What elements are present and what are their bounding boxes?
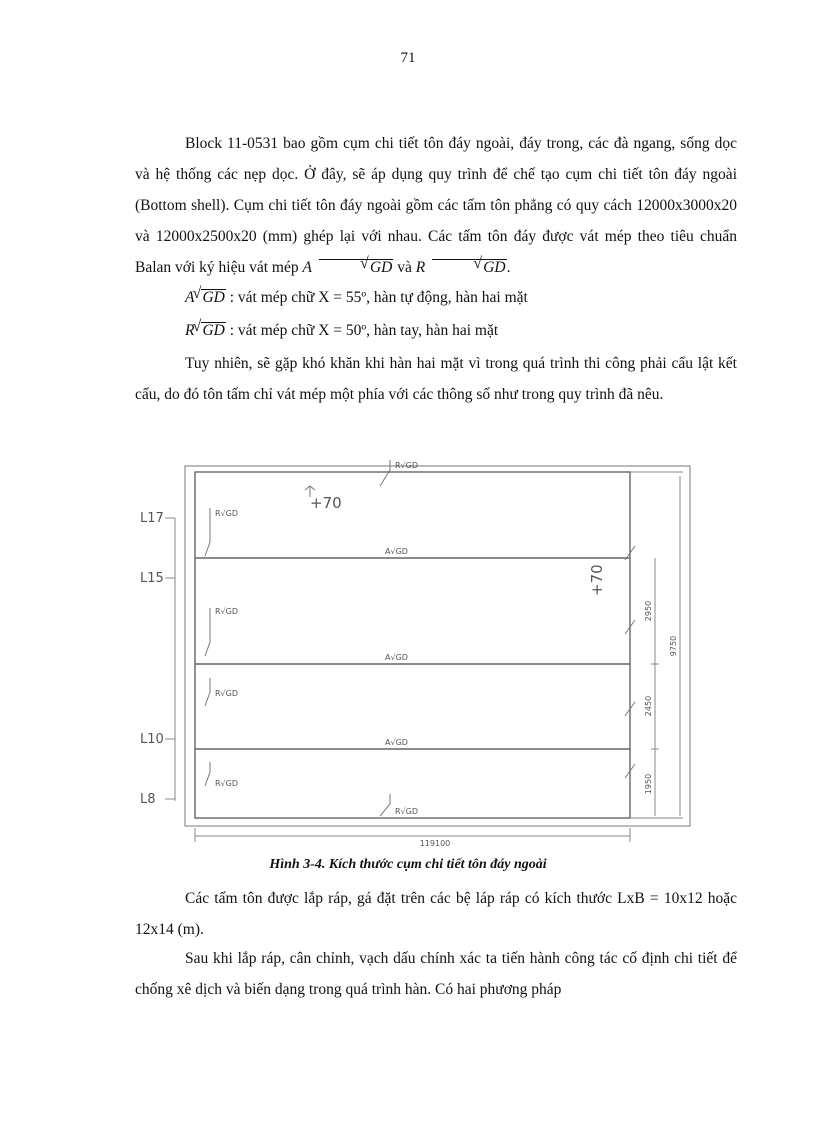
weld-label-2: R√GD	[215, 607, 239, 616]
drawing-canvas	[135, 456, 695, 851]
weld-label-seam-2: A√GD	[385, 653, 408, 662]
weld-label-1: R√GD	[215, 509, 239, 518]
frame-label-l15: L15	[140, 571, 164, 586]
conjunction-and: và	[397, 259, 412, 276]
paragraph-intro: Block 11-0531 bao gồm cụm chi tiết tôn đáy ngoài, đáy trong, các đà ngang, sống dọc và hệ thống các nẹp dọc. Ở đây, sẽ áp dụng quy trình để chế tạo cụm chi tiết tôn đáy ngoài (Bottom shell). Cụm chi tiết tôn đáy ngoài gồm các tấm tôn phẳng có quy cách 12000x3000x20 và 12000x2500x20 (mm) ghép lại với nhau. Các tấm tôn đáy được vát mép theo tiêu chuẩn Balan với ký hiệu vát mép A√ GD và R√ GD.	[135, 128, 737, 283]
bevel-r-text: : vát mép chữ X = 50º, hàn tay, hàn hai mặt	[229, 322, 499, 339]
dim-plate-3: 1950	[644, 773, 653, 795]
bevel-symbol-r-def: R√ GD	[185, 322, 226, 339]
paragraph-assembly: Các tấm tôn được lắp ráp, gá đặt trên các bệ láp ráp có kích thước LxB = 10x12 hoặc 12x14 (m).	[135, 890, 737, 938]
frame-label-l10: L10	[140, 732, 164, 747]
dim-plate-1: 2950	[644, 600, 653, 622]
weld-label-seam-1: A√GD	[385, 547, 408, 556]
offset-label-side: +70	[588, 564, 606, 596]
plate-outline	[195, 472, 630, 818]
page-number: 71	[400, 50, 416, 66]
weld-label-top: R√GD	[395, 461, 419, 470]
offset-label-top: +70	[310, 494, 342, 512]
figure-caption: Hình 3-4. Kích thước cụm chi tiết tôn đáy ngoài	[269, 857, 547, 872]
dim-plate-2: 2450	[644, 695, 653, 717]
weld-label-3: R√GD	[215, 689, 239, 698]
bevel-symbol-a: A√ GD	[302, 259, 393, 276]
weld-label-seam-3: A√GD	[385, 738, 408, 747]
frame-label-l17: L17	[140, 511, 164, 526]
paragraph-intro-text: Block 11-0531 bao gồm cụm chi tiết tôn đáy ngoài, đáy trong, các đà ngang, sống dọc và hệ thống các nẹp dọc. Ở đây, sẽ áp dụng quy trình để chế tạo cụm chi tiết tôn đáy ngoài (Bottom shell). Cụm chi tiết tôn đáy ngoài gồm các tấm tôn phẳng có quy cách 12000x3000x20 và 12000x2500x20 (mm) ghép lại với nhau. Các tấm tôn đáy được vát mép theo tiêu chuẩn Balan với ký hiệu vát mép	[135, 135, 737, 276]
weld-label-4: R√GD	[215, 779, 239, 788]
bottom-shell-drawing	[135, 456, 695, 851]
bevel-a-definition	[185, 289, 528, 307]
weld-symbols	[205, 460, 635, 816]
frame-label-l8: L8	[140, 792, 156, 807]
bevel-symbol-r: R√ GD	[416, 259, 507, 276]
bevel-r-definition	[185, 322, 498, 340]
outer-frame	[185, 466, 690, 826]
dim-height-total: 9750	[669, 635, 678, 657]
dim-width-total: 119100	[419, 839, 451, 848]
paragraph-fixing: Sau khi lắp ráp, cân chỉnh, vạch dấu chính xác ta tiến hành công tác cố định chi tiết để chống xê dịch và biến dạng trong quá trình hàn. Có hai phương pháp	[135, 950, 737, 998]
bevel-a-text: : vát mép chữ X = 55º, hàn tự động, hàn hai mặt	[229, 289, 528, 306]
weld-label-bottom: R√GD	[395, 807, 419, 816]
paragraph-difficulty: Tuy nhiên, sẽ gặp khó khăn khi hàn hai mặt vì trong quá trình thi công phải cẩu lật kết cấu, do đó tôn tấm chỉ vát mép một phía với các thông số như trong quy trình đã nêu.	[135, 355, 737, 403]
bevel-symbol-a-def: A√ GD	[185, 289, 226, 306]
